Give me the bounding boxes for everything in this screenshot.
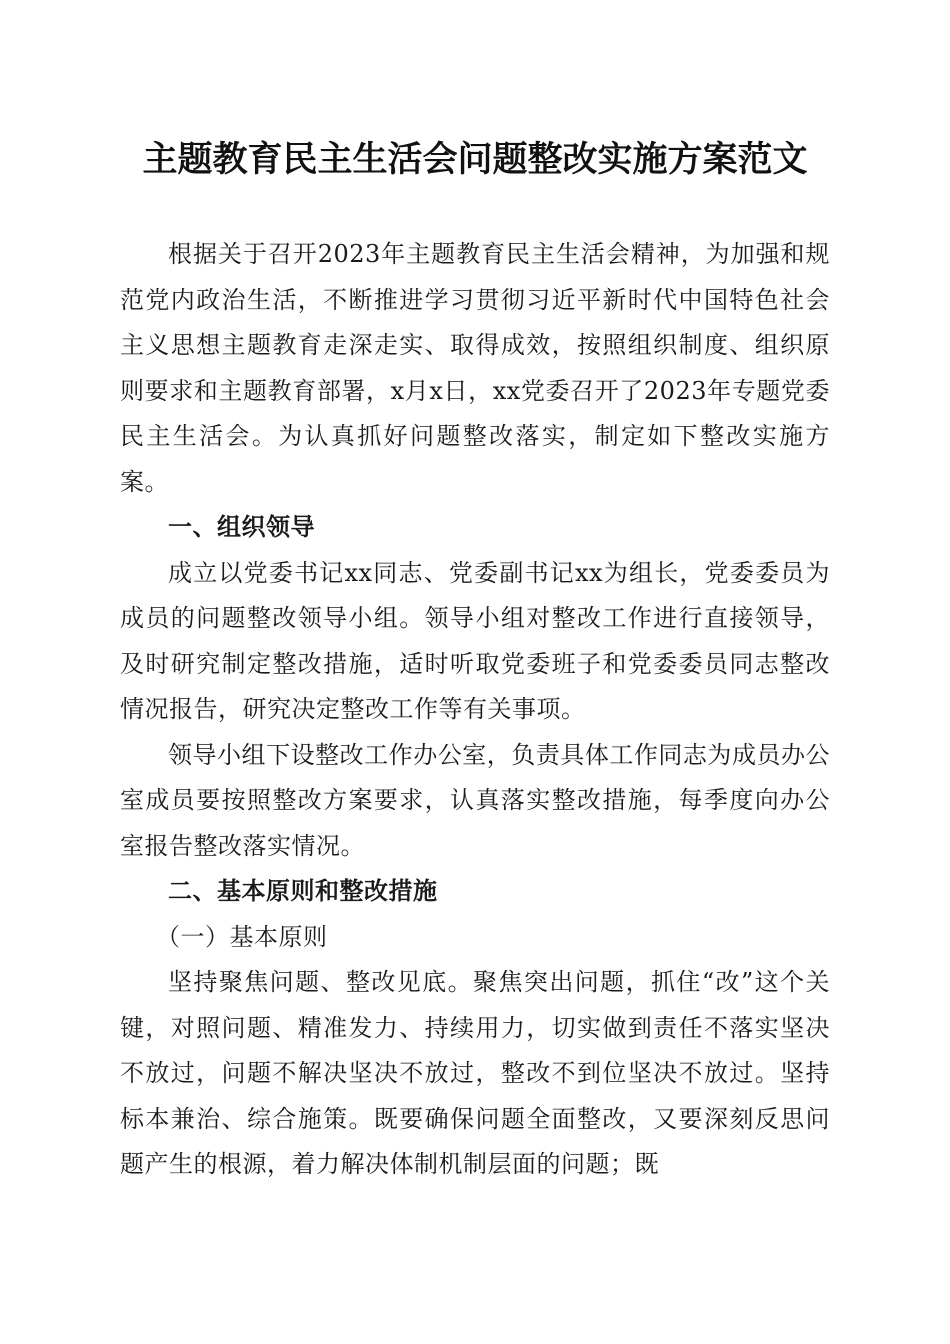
section-heading-principles: 二、基本原则和整改措施	[168, 877, 438, 905]
section-heading-organization: 一、组织领导	[168, 513, 315, 541]
subsection-heading-basic-principles: （一）基本原则	[156, 922, 328, 951]
paragraph-office: 领导小组下设整改工作办公室，负责具体工作同志为成员办公室成员要按照整改方案要求，认真落实整改措施，每季度向办公室报告整改落实情况。	[120, 740, 830, 860]
document-title: 主题教育民主生活会问题整改实施方案范文	[142, 139, 808, 180]
paragraph-intro: 根据关于召开2023年主题教育民主生活会精神，为加强和规范党内政治生活，不断推进学习贯彻习近平新时代中国特色社会主义思想主题教育走深走实、取得成效，按照组织制度、组织原则要求和主题教育部署，x月x日，xx党委召开了2023年专题党委民主生活会。为认真抓好问题整改落实，制定如下整改实施方案。	[120, 240, 830, 496]
paragraph-principles: 坚持聚焦问题、整改见底。聚焦突出问题，抓住“改”这个关键，对照问题、精准发力、持续用力，切实做到责任不落实坚决不放过，问题不解决坚决不放过，整改不到位坚决不放过。坚持标本兼治、综合施策。既要确保问题全面整改，又要深刻反思问题产生的根源，着力解决体制机制层面的问题；既	[120, 968, 830, 1178]
document-body	[120, 232, 830, 1188]
paragraph-leadership-group: 成立以党委书记xx同志、党委副书记xx为组长，党委委员为成员的问题整改领导小组。领导小组对整改工作进行直接领导，及时研究制定整改措施，适时听取党委班子和党委委员同志整改情况报告，研究决定整改工作等有关事项。	[120, 558, 830, 723]
